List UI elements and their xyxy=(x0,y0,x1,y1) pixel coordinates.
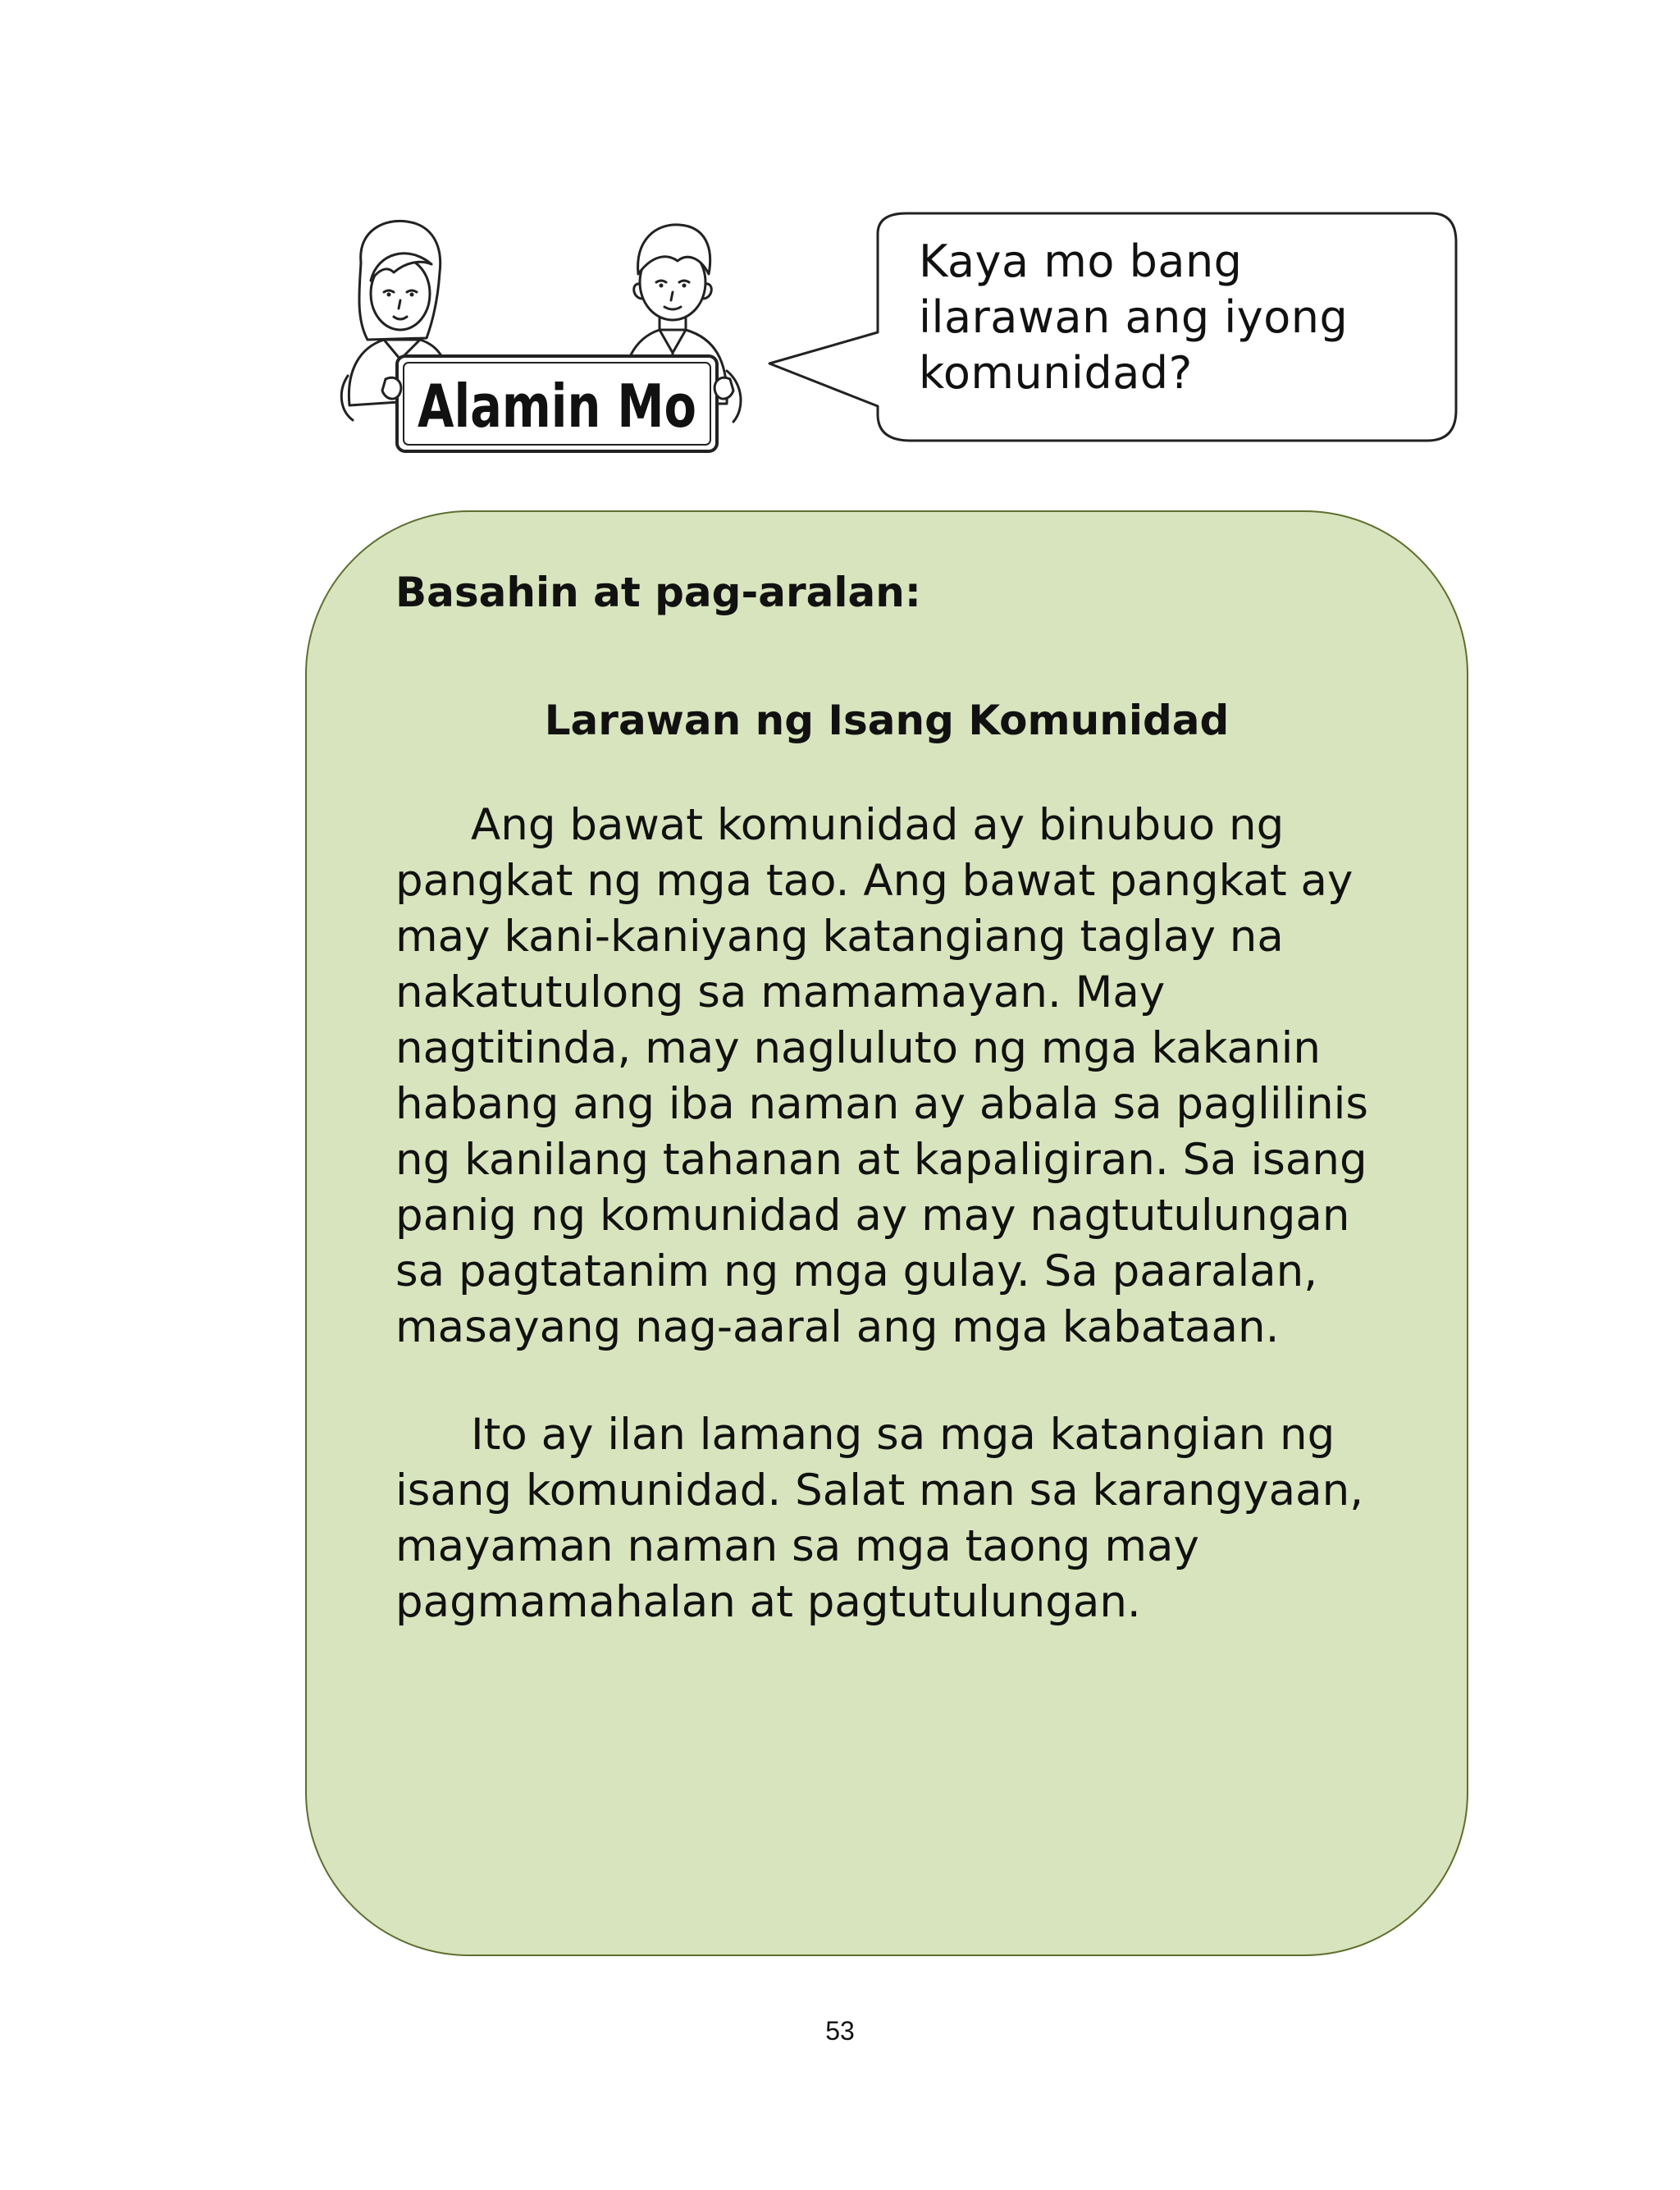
speech-bubble-line: ilarawan ang iyong xyxy=(919,291,1349,343)
paragraph-line: ng kanilang tahanan at kapaligiran. Sa isang xyxy=(395,1135,1367,1185)
page-number: 53 xyxy=(825,2016,855,2046)
reading-title: Larawan ng Isang Komunidad xyxy=(544,697,1230,744)
alamin-mo-sign xyxy=(382,356,733,451)
paragraph-line: mayaman naman sa mga taong may xyxy=(395,1521,1199,1571)
paragraph-line: isang komunidad. Salat man sa karangyaan, xyxy=(395,1465,1364,1516)
reading-instruction: Basahin at pag-aralan: xyxy=(395,569,921,616)
paragraph-line: nagtitinda, may nagluluto ng mga kakanin xyxy=(395,1023,1321,1073)
paragraph-line: panig ng komunidad ay may nagtutulungan xyxy=(395,1191,1350,1241)
paragraph-line: Ito ay ilan lamang sa mga katangian ng xyxy=(471,1410,1335,1460)
reading-paragraph-2 xyxy=(395,1407,1363,1630)
reading-paragraph-1 xyxy=(395,798,1368,1356)
paragraph-line: habang ang iba naman ay abala sa paglilinis xyxy=(395,1079,1369,1129)
paragraph-line: masayang nag-aaral ang mga kabataan. xyxy=(395,1302,1280,1352)
paragraph-line: Ang bawat komunidad ay binubuo ng xyxy=(471,800,1285,850)
speech-bubble-line: Kaya mo bang xyxy=(919,235,1243,287)
paragraph-line: sa pagtatanim ng mga gulay. Sa paaralan, xyxy=(395,1246,1318,1296)
paragraph-line: pagmamahalan at pagtutulungan. xyxy=(395,1577,1141,1627)
alamin-mo-badge-label: Alamin Mo xyxy=(418,372,696,441)
paragraph-line: may kani-kaniyang katangiang taglay na xyxy=(395,912,1284,962)
paragraph-line: nakatutulong sa mamamayan. May xyxy=(395,967,1166,1017)
paragraph-line: pangkat ng mga tao. Ang bawat pangkat ay xyxy=(395,856,1354,906)
speech-bubble-line: komunidad? xyxy=(919,347,1193,399)
speech-bubble-text xyxy=(919,234,1444,401)
alamin-mo-illustration xyxy=(335,215,782,461)
